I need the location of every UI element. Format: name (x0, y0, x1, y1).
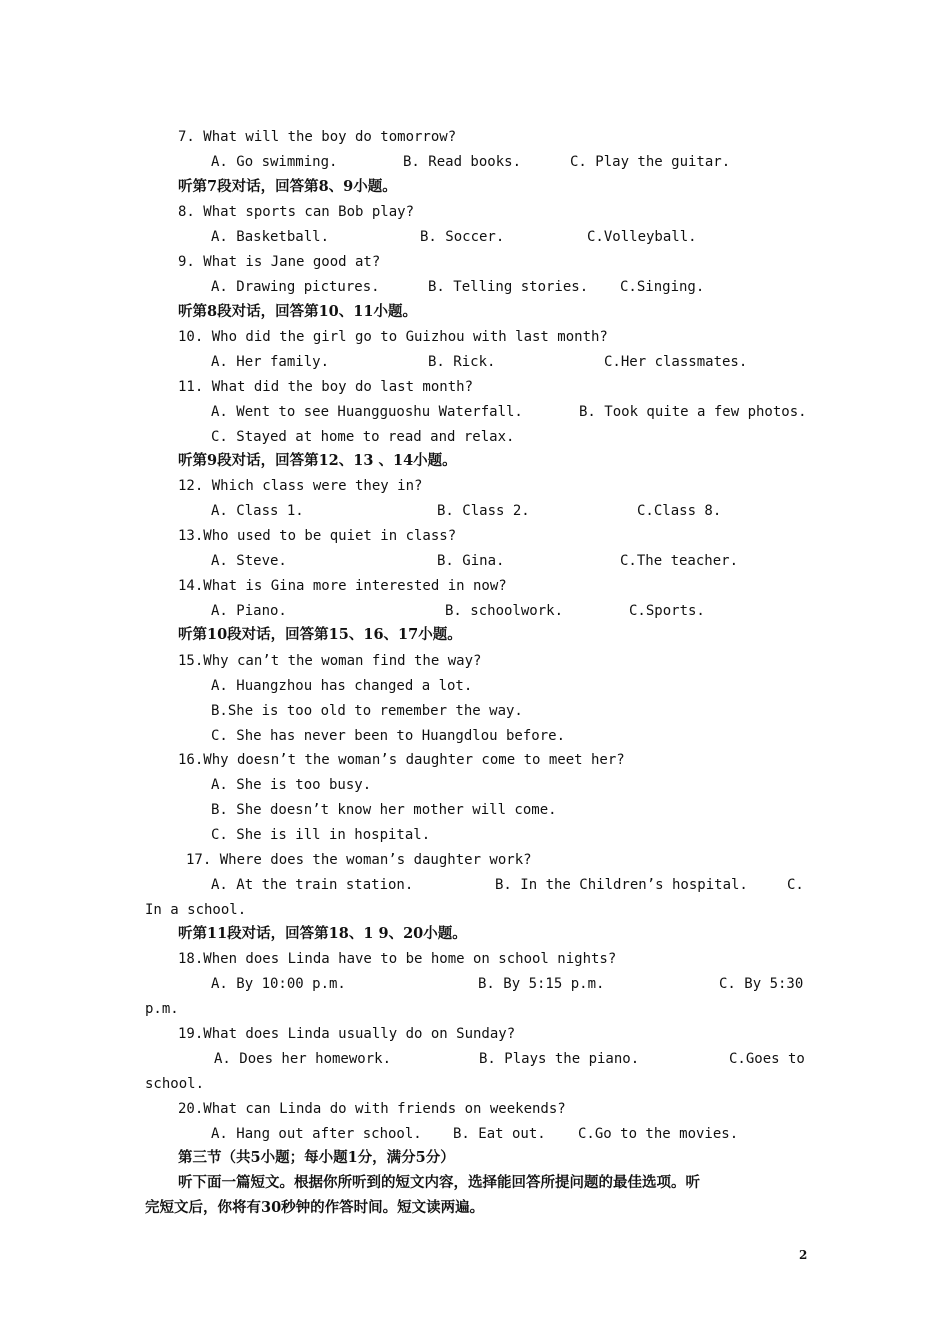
question-12: 12. Which class were they in? (178, 478, 423, 494)
question-10: 10. Who did the girl go to Guizhou with last month? (178, 329, 608, 345)
question-14: 14.What is Gina more interested in now? (178, 578, 507, 594)
q7-option-a: A. Go swimming. (211, 154, 338, 170)
q14-option-a: A. Piano. (211, 603, 287, 619)
q15-option-b: B.She is too old to remember the way. (211, 703, 523, 719)
question-16: 16.Why doesn’t the woman’s daughter come to meet her? (178, 752, 625, 768)
section-header-8: 听第8段对话，回答第10、11小题。 (178, 303, 417, 320)
q18-option-a: A. By 10:00 p.m. (211, 976, 346, 992)
q7-option-c: C. Play the guitar. (570, 154, 731, 170)
q18-option-b: B. By 5:15 p.m. (478, 976, 605, 992)
q19-option-c-label: C.Goes to (729, 1051, 805, 1067)
q17-option-a: A. At the train station. (211, 877, 414, 893)
q7-option-b: B. Read books. (403, 154, 522, 170)
q13-option-c: C.The teacher. (620, 553, 739, 569)
q10-option-a: A. Her family. (211, 354, 330, 370)
q19-option-a: A. Does her homework. (214, 1051, 392, 1067)
question-13: 13.Who used to be quiet in class? (178, 528, 457, 544)
question-11: 11. What did the boy do last month? (178, 379, 474, 395)
q20-option-a: A. Hang out after school. (211, 1126, 422, 1142)
q8-option-a: A. Basketball. (211, 229, 330, 245)
q10-option-c: C.Her classmates. (604, 354, 748, 370)
section-header-11: 听第11段对话，回答第18、1 9、20小题。 (178, 925, 467, 942)
section-header-9: 听第9段对话，回答第12、13 、14小题。 (178, 452, 457, 469)
q16-option-c: C. She is ill in hospital. (211, 827, 431, 843)
question-19: 19.What does Linda usually do on Sunday? (178, 1026, 516, 1042)
q16-option-b: B. She doesn’t know her mother will come. (211, 802, 557, 818)
q9-option-c: C.Singing. (620, 279, 705, 295)
instructions-line-1: 听下面一篇短文。根据你所听到的短文内容，选择能回答所提问题的最佳选项。听 (178, 1174, 700, 1191)
q15-option-c: C. She has never been to Huangdlou before. (211, 728, 566, 744)
section-header-10: 听第10段对话，回答第15、16、17小题。 (178, 626, 462, 643)
q8-option-c: C.Volleyball. (587, 229, 697, 245)
q9-option-a: A. Drawing pictures. (211, 279, 380, 295)
q19-option-b: B. Plays the piano. (479, 1051, 640, 1067)
q13-option-a: A. Steve. (211, 553, 287, 569)
q18-option-c-text: p.m. (145, 1001, 179, 1017)
section-header-7: 听第7段对话，回答第8、9小题。 (178, 178, 397, 195)
q20-option-c: C.Go to the movies. (578, 1126, 739, 1142)
q12-option-b: B. Class 2. (437, 503, 530, 519)
q12-option-a: A. Class 1. (211, 503, 304, 519)
q17-option-b: B. In the Children’s hospital. (495, 877, 748, 893)
q11-option-b: B. Took quite a few photos. (579, 404, 807, 420)
question-15: 15.Why can’t the woman find the way? (178, 653, 482, 669)
q17-option-c-label: C. (787, 877, 804, 893)
q11-option-a: A. Went to see Huangguoshu Waterfall. (211, 404, 523, 420)
instructions-line-2: 完短文后，你将有30秒钟的作答时间。短文读两遍。 (145, 1199, 485, 1216)
q10-option-b: B. Rick. (428, 354, 496, 370)
q18-option-c-label: C. By 5:30 (719, 976, 804, 992)
q17-option-c-text: In a school. (145, 902, 247, 918)
q16-option-a: A. She is too busy. (211, 777, 372, 793)
question-17: 17. Where does the woman’s daughter work? (186, 852, 532, 868)
q19-option-c-text: school. (145, 1076, 205, 1092)
q11-option-c: C. Stayed at home to read and relax. (211, 429, 515, 445)
question-8: 8. What sports can Bob play? (178, 204, 415, 220)
q13-option-b: B. Gina. (437, 553, 505, 569)
q20-option-b: B. Eat out. (453, 1126, 546, 1142)
q8-option-b: B. Soccer. (420, 229, 505, 245)
q9-option-b: B. Telling stories. (428, 279, 589, 295)
q14-option-c: C.Sports. (629, 603, 705, 619)
question-20: 20.What can Linda do with friends on weekends? (178, 1101, 566, 1117)
section-3-header: 第三节（共5小题；每小题1分，满分5分） (178, 1149, 455, 1166)
question-18: 18.When does Linda have to be home on school nights? (178, 951, 617, 967)
question-7: 7. What will the boy do tomorrow? (178, 129, 457, 145)
q12-option-c: C.Class 8. (637, 503, 722, 519)
page-number: 2 (799, 1248, 808, 1262)
question-9: 9. What is Jane good at? (178, 254, 381, 270)
q14-option-b: B. schoolwork. (445, 603, 564, 619)
q15-option-a: A. Huangzhou has changed a lot. (211, 678, 473, 694)
